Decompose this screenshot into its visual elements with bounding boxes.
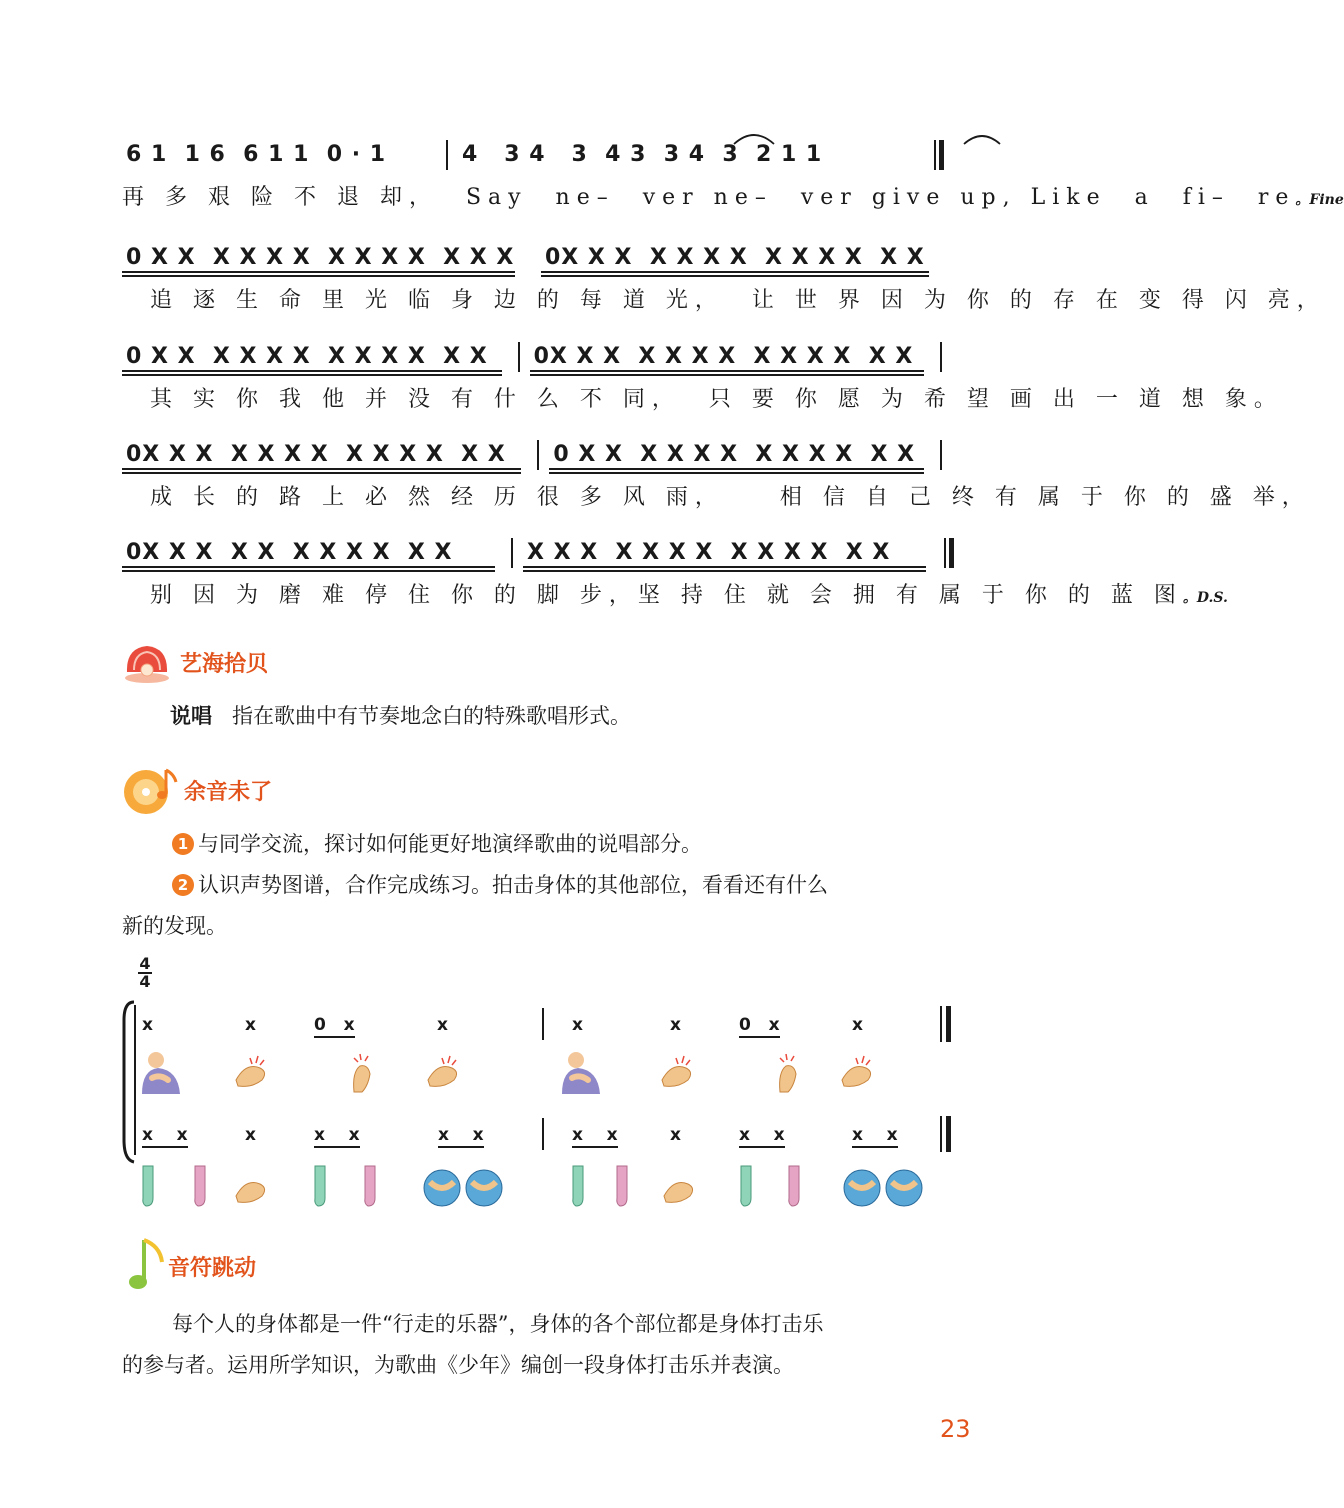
measure-notes: 0 X X X X X X X X X X X X [122, 342, 502, 376]
ds-mark: 。D.S. [1182, 590, 1228, 606]
score-notes [122, 243, 952, 279]
bar-line [940, 440, 942, 470]
lyric-line: 其 实 你 我 他 并 没 有 什 么 不 同， 只 要 你 愿 为 希 望 画 出 一 道 想 象。 [122, 387, 1283, 412]
rhythm-xx: x x [852, 1125, 898, 1148]
foot-stomp-icon [786, 1164, 802, 1208]
rhythm-x: x [245, 1015, 256, 1035]
measure-notes: 0X X X X X X X X X X X X X [122, 440, 521, 474]
foot-stomp-icon [312, 1164, 328, 1208]
foot-stomp-icon [140, 1164, 156, 1208]
measure-notes: 0 X X X X X X X X X X X X [549, 440, 924, 474]
foot-stomp-icon [738, 1164, 754, 1208]
shell-icon [122, 640, 172, 684]
final-bar-line [946, 1006, 951, 1042]
rhythm-x: x [142, 1015, 153, 1035]
bar-line [542, 1008, 544, 1040]
bar-line [518, 342, 520, 372]
score-notes [122, 440, 952, 476]
lyric-line: 成 长 的 路 上 必 然 经 历 很 多 风 雨， 相 信 自 己 终 有 属 于 你 的 盛 举， [122, 485, 1311, 510]
bar-line [511, 538, 513, 568]
section-title: 音符跳动 [168, 1255, 257, 1281]
snap-icon [348, 1052, 376, 1094]
final-bar-line [946, 1116, 951, 1152]
rhythm-xx: x x [438, 1125, 484, 1148]
page-number: 23 [940, 1415, 971, 1443]
list-item-continued: 新的发现。 [122, 914, 227, 938]
bar-line [537, 440, 539, 470]
foot-stomp-icon [362, 1164, 378, 1208]
rhythm-x: x [852, 1015, 863, 1035]
measure-notes: 4 3 4 3 4 3 3 4 3 2 1 1 [462, 142, 823, 167]
chest-pat-icon [138, 1050, 186, 1094]
foot-stomp-icon [614, 1164, 630, 1208]
time-signature: 4 4 [139, 954, 151, 991]
paragraph-line: 的参与者。运用所学知识，为歌曲《少年》编创一段身体打击乐并表演。 [122, 1353, 794, 1377]
yuyin-items [122, 824, 952, 947]
rhythm-x: x [572, 1015, 583, 1035]
rhythm-x: x [437, 1015, 448, 1035]
term-label: 说唱 [170, 704, 212, 728]
measure-notes: 0X X X X X X X X X X X X X [530, 342, 924, 376]
bar-line [446, 140, 448, 170]
rhythm-x: x [670, 1125, 681, 1145]
measure-notes: 0 X X X X X X X X X X X X X [122, 243, 515, 277]
clap-icon [658, 1054, 698, 1090]
list-item: 1 与同学交流，探讨如何能更好地演绎歌曲的说唱部分。 [122, 824, 952, 865]
chest-pat-icon [558, 1050, 606, 1094]
foot-stomp-icon [192, 1164, 208, 1208]
rhythm-xx: x x [739, 1125, 785, 1148]
rhythm-xx: x x [572, 1125, 618, 1148]
measure-notes: 6 1 1 6 6 1 1 0 · 1 [126, 142, 387, 167]
clap-icon [232, 1054, 272, 1090]
rhythm-xx: x x [142, 1125, 188, 1148]
disc-note-icon [122, 764, 180, 816]
measure-notes: 0X X X X X X X X X X X [122, 538, 495, 572]
clap-icon [232, 1170, 272, 1206]
yihai-header [122, 640, 268, 684]
number-badge: 2 [172, 874, 194, 896]
section-title: 艺海拾贝 [180, 651, 269, 677]
bar-line [542, 1118, 544, 1150]
section-title: 余音未了 [184, 779, 273, 805]
system-line [134, 1005, 136, 1155]
rhythm-rest-x: 0 x [314, 1015, 355, 1038]
rhythm-x: x [670, 1015, 681, 1035]
foot-stomp-icon [570, 1164, 586, 1208]
definition-text: 指在歌曲中有节奏地念白的特殊歌唱形式。 [232, 704, 631, 728]
score-notes [122, 538, 952, 574]
lyric-line: 别 因 为 磨 难 停 住 你 的 脚 步，坚 持 住 就 会 拥 有 属 于 你 的 蓝 图。D.S. [122, 583, 1228, 608]
bar-line [940, 342, 942, 372]
rhythm-xx: x x [314, 1125, 360, 1148]
final-bar-line [944, 538, 949, 568]
number-badge: 1 [172, 833, 194, 855]
paragraph-line: 每个人的身体都是一件“行走的乐器”，身体的各个部位都是身体打击乐 [172, 1312, 824, 1336]
list-item: 2 认识声势图谱，合作完成练习。拍击身体的其他部位，看看还有什么 [122, 865, 952, 906]
clap-icon [838, 1054, 878, 1090]
final-bar-line [940, 1006, 942, 1042]
final-bar-line [940, 1116, 942, 1152]
yuyin-header [122, 764, 272, 816]
clap-icon [660, 1170, 700, 1206]
knee-pat-icon [422, 1168, 504, 1208]
score-notes [122, 342, 952, 378]
fine-mark: 。Fine [1295, 192, 1344, 208]
yihai-definition [170, 696, 1000, 737]
measure-notes: X X X X X X X X X X X X X [523, 538, 926, 572]
rhythm-rest-x: 0 x [739, 1015, 780, 1038]
lyric-line: 再 多 艰 险 不 退 却， Say ne– ver ne– ver give up, Like a fi– re。Fine [122, 185, 1344, 210]
clap-icon [424, 1054, 464, 1090]
yinfu-paragraph [122, 1304, 952, 1386]
knee-pat-icon [842, 1168, 924, 1208]
snap-icon [774, 1052, 802, 1094]
music-note-icon [124, 1236, 168, 1296]
measure-notes: 0X X X X X X X X X X X X X [541, 243, 929, 277]
yinfu-header [124, 1236, 256, 1296]
slur [724, 126, 1044, 146]
rhythm-x: x [245, 1125, 256, 1145]
lyric-line: 追 逐 生 命 里 光 临 身 边 的 每 道 光， 让 世 界 因 为 你 的 存 在 变 得 闪 亮， [122, 288, 1326, 313]
